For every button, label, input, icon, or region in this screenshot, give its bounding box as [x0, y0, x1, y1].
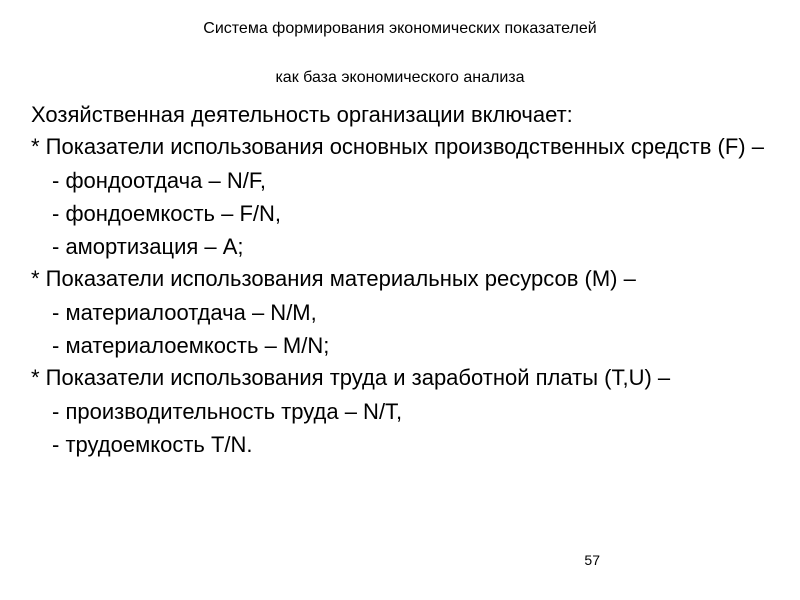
slide-subtitle: как база экономического анализа	[275, 69, 525, 86]
list-item-depreciation: - амортизация – A;	[52, 234, 244, 259]
group-heading-fixed-assets: * Показатели использования основных производственных средств (F) –	[31, 134, 764, 159]
slide-body	[31, 98, 791, 461]
list-item-capital-productivity: - фондоотдача – N/F,	[52, 168, 266, 193]
group-heading-material-resources: * Показатели использования материальных ресурсов (M) –	[31, 266, 636, 291]
list-item-labor-intensity: - трудоемкость T/N.	[52, 432, 253, 457]
slide-title: Система формирования экономических показателей	[203, 20, 597, 37]
group-heading-labor: * Показатели использования труда и заработной платы (T,U) –	[31, 365, 671, 390]
list-item-material-productivity: - материалоотдача – N/M,	[52, 300, 317, 325]
list-item-material-intensity: - материалоемкость – M/N;	[52, 333, 330, 358]
list-item-labor-productivity: - производительность труда – N/T,	[52, 399, 403, 424]
list-item-capital-intensity: - фондоемкость – F/N,	[52, 201, 282, 226]
intro-text: Хозяйственная деятельность организации включает:	[31, 102, 573, 127]
page-number: 57	[584, 552, 600, 568]
